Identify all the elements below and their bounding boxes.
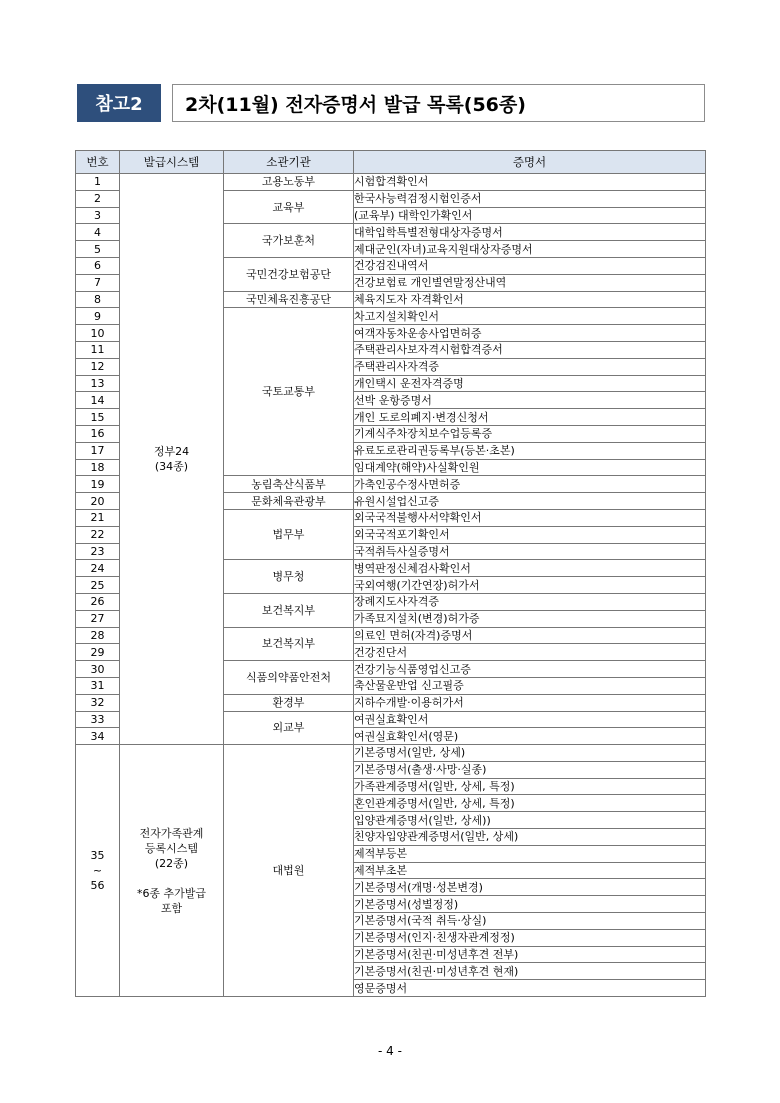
certificate-cell: (교육부) 대학인가확인서 [354, 207, 706, 224]
certificate-cell: 가족관계증명서(일반, 상세, 특정) [354, 778, 706, 795]
row-number: 16 [76, 425, 120, 442]
row-number: 15 [76, 409, 120, 426]
issuing-system-cell: 정부24 (34종) [120, 174, 224, 745]
certificate-cell: 선박 운항증명서 [354, 392, 706, 409]
certificate-cell: 외국국적포기확인서 [354, 526, 706, 543]
row-number: 29 [76, 644, 120, 661]
row-number: 11 [76, 341, 120, 358]
certificate-cell: 차고지설치확인서 [354, 308, 706, 325]
row-number: 25 [76, 577, 120, 594]
agency-cell: 보건복지부 [224, 627, 354, 661]
agency-cell: 문화체육관광부 [224, 493, 354, 510]
column-header-number: 번호 [76, 151, 120, 174]
row-number: 22 [76, 526, 120, 543]
agency-cell: 국민체육진흥공단 [224, 291, 354, 308]
certificate-cell: 축산물운반업 신고필증 [354, 677, 706, 694]
row-number: 17 [76, 442, 120, 459]
reference-label: 참고2 [77, 84, 161, 122]
row-number: 19 [76, 476, 120, 493]
table-row [76, 745, 706, 762]
agency-cell: 교육부 [224, 190, 354, 224]
table-body [76, 174, 706, 997]
agency-cell: 고용노동부 [224, 174, 354, 191]
certificate-cell: 혼인관계증명서(일반, 상세, 특정) [354, 795, 706, 812]
column-header-certificate: 증명서 [354, 151, 706, 174]
row-number: 28 [76, 627, 120, 644]
row-number: 21 [76, 509, 120, 526]
certificate-cell: 지하수개발·이용허가서 [354, 694, 706, 711]
certificate-cell: 기본증명서(개명·성본변경) [354, 879, 706, 896]
agency-cell: 법무부 [224, 509, 354, 559]
agency-cell: 보건복지부 [224, 593, 354, 627]
certificate-cell: 건강기능식품영업신고증 [354, 661, 706, 678]
row-number: 5 [76, 241, 120, 258]
certificate-cell: 주택관리사자격증 [354, 358, 706, 375]
certificate-cell: 건강보험료 개인별연말정산내역 [354, 274, 706, 291]
certificate-cell: 장례지도사자격증 [354, 593, 706, 610]
issuing-system-cell: 전자가족관계 등록시스템 (22종) *6종 추가발급 포함 [120, 745, 224, 997]
agency-cell: 환경부 [224, 694, 354, 711]
row-number: 32 [76, 694, 120, 711]
certificate-cell: 건강진단서 [354, 644, 706, 661]
certificate-cell: 개인 도로의폐지·변경신청서 [354, 409, 706, 426]
certificate-cell: 여객자동차운송사업면허증 [354, 325, 706, 342]
agency-cell: 국민건강보험공단 [224, 257, 354, 291]
row-number: 1 [76, 174, 120, 191]
certificate-cell: 유료도로관리권등록부(등본·초본) [354, 442, 706, 459]
certificate-cell: 제대군인(자녀)교육지원대상자증명서 [354, 241, 706, 258]
certificate-cell: 가축인공수정사면허증 [354, 476, 706, 493]
certificate-cell: 외국국적불행사서약확인서 [354, 509, 706, 526]
certificate-cell: 기본증명서(친권·미성년후견 전부) [354, 946, 706, 963]
row-number: 14 [76, 392, 120, 409]
certificate-cell: 기본증명서(출생·사망·실종) [354, 761, 706, 778]
agency-cell: 외교부 [224, 711, 354, 745]
certificate-cell: 기본증명서(일반, 상세) [354, 745, 706, 762]
row-number: 9 [76, 308, 120, 325]
row-number: 24 [76, 560, 120, 577]
row-number: 18 [76, 459, 120, 476]
agency-cell: 농림축산식품부 [224, 476, 354, 493]
certificate-cell: 여권실효확인서 [354, 711, 706, 728]
row-number: 7 [76, 274, 120, 291]
agency-cell: 병무청 [224, 560, 354, 594]
agency-cell: 대법원 [224, 745, 354, 997]
certificate-cell: 여권실효확인서(영문) [354, 728, 706, 745]
certificate-cell: 국외여행(기간연장)허가서 [354, 577, 706, 594]
certificate-table [75, 150, 706, 997]
certificate-cell: 기본증명서(친권·미성년후견 현재) [354, 963, 706, 980]
row-number: 6 [76, 257, 120, 274]
row-number: 10 [76, 325, 120, 342]
certificate-cell: 영문증명서 [354, 980, 706, 997]
row-number: 26 [76, 593, 120, 610]
certificate-cell: 주택관리사보자격시험합격증서 [354, 341, 706, 358]
agency-cell: 식품의약품안전처 [224, 661, 354, 695]
certificate-cell: 가족묘지설치(변경)허가증 [354, 610, 706, 627]
certificate-cell: 기본증명서(성별정정) [354, 896, 706, 913]
certificate-cell: 병역판정신체검사확인서 [354, 560, 706, 577]
table-header-row [76, 151, 706, 174]
certificate-cell: 체육지도자 자격확인서 [354, 291, 706, 308]
certificate-cell: 제적부초본 [354, 862, 706, 879]
row-number: 4 [76, 224, 120, 241]
page-title: 2차(11월) 전자증명서 발급 목록(56종) [172, 84, 705, 122]
row-number: 20 [76, 493, 120, 510]
certificate-cell: 입양관계증명서(일반, 상세)) [354, 812, 706, 829]
agency-cell: 국가보훈처 [224, 224, 354, 258]
certificate-cell: 의료인 면허(자격)증명서 [354, 627, 706, 644]
row-number: 3 [76, 207, 120, 224]
column-header-agency: 소관기관 [224, 151, 354, 174]
agency-cell: 국토교통부 [224, 308, 354, 476]
row-number: 13 [76, 375, 120, 392]
row-number: 8 [76, 291, 120, 308]
certificate-cell: 개인택시 운전자격증명 [354, 375, 706, 392]
certificate-cell: 시험합격확인서 [354, 174, 706, 191]
certificate-cell: 기본증명서(국적 취득·상실) [354, 913, 706, 930]
certificate-cell: 임대계약(해약)사실확인원 [354, 459, 706, 476]
certificate-cell: 국적취득사실증명서 [354, 543, 706, 560]
row-number: 33 [76, 711, 120, 728]
certificate-cell: 친양자입양관계증명서(일반, 상세) [354, 829, 706, 846]
certificate-cell: 기본증명서(인지·친생자관계정정) [354, 929, 706, 946]
certificate-cell: 제적부등본 [354, 845, 706, 862]
row-number: 2 [76, 190, 120, 207]
certificate-cell: 기계식주차장치보수업등록증 [354, 425, 706, 442]
row-number: 27 [76, 610, 120, 627]
column-header-system: 발급시스템 [120, 151, 224, 174]
table-row [76, 174, 706, 191]
certificate-cell: 한국사능력검정시험인증서 [354, 190, 706, 207]
certificate-cell: 대학입학특별전형대상자증명서 [354, 224, 706, 241]
row-number-range: 35 ~ 56 [76, 745, 120, 997]
page-number: - 4 - [378, 1044, 402, 1058]
row-number: 23 [76, 543, 120, 560]
certificate-cell: 건강검진내역서 [354, 257, 706, 274]
row-number: 34 [76, 728, 120, 745]
page-header [77, 84, 705, 122]
row-number: 30 [76, 661, 120, 678]
certificate-cell: 유원시설업신고증 [354, 493, 706, 510]
row-number: 12 [76, 358, 120, 375]
row-number: 31 [76, 677, 120, 694]
